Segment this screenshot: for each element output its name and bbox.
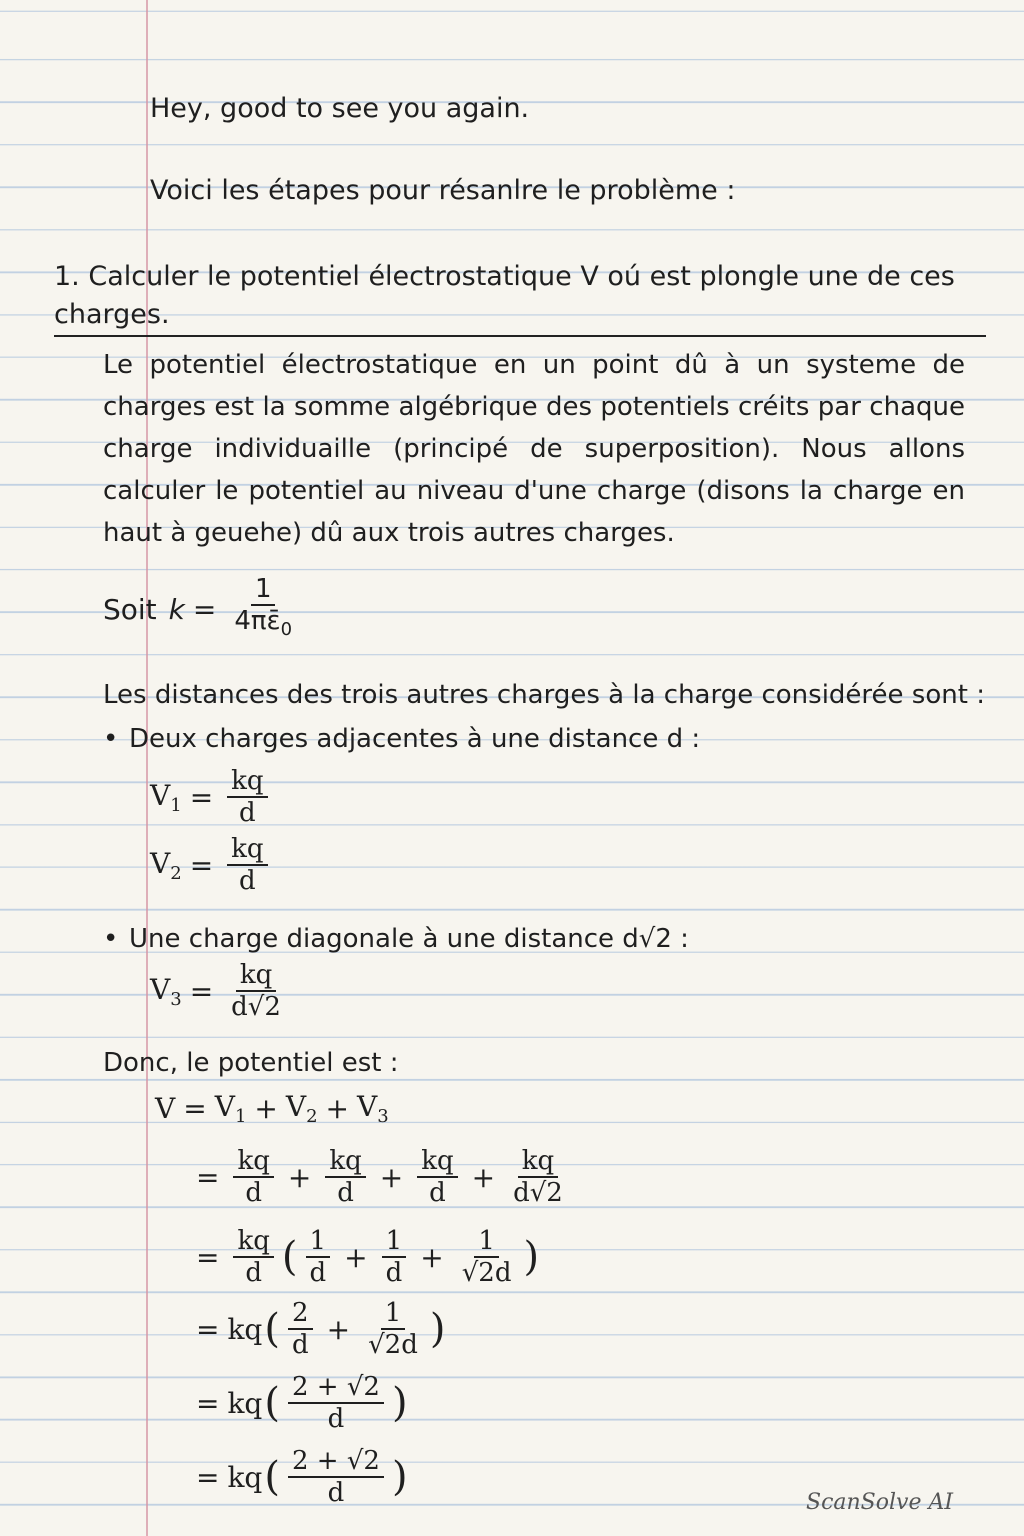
v3-equation — [150, 960, 291, 1022]
sum-line-1 — [155, 1090, 389, 1127]
fraction — [233, 1226, 273, 1288]
numerator: kq — [417, 1146, 457, 1178]
denominator: d — [245, 1178, 262, 1208]
right-paren: ) — [429, 1306, 446, 1352]
soit-k-equation — [103, 574, 302, 645]
fraction — [364, 1298, 422, 1360]
denominator: d — [291, 1330, 309, 1360]
term-v1-sub: 1 — [234, 1106, 247, 1127]
equals-sign: = — [196, 1240, 220, 1274]
intro-text: Voici les étapes pour résanlre le problème : — [150, 175, 736, 206]
equals-sign: = — [196, 1312, 220, 1346]
v2-equals: = — [189, 848, 214, 882]
plus-sign: + — [325, 1092, 350, 1125]
greeting-text: Hey, good to see you again. — [150, 93, 530, 124]
v2-fraction — [227, 834, 267, 896]
denominator: √2d — [368, 1330, 418, 1360]
sum-line-2 — [188, 1146, 573, 1208]
bullet-dot: • — [103, 724, 119, 754]
fraction — [288, 1446, 384, 1508]
sum-line-5 — [188, 1372, 410, 1434]
denominator: d√2 — [513, 1178, 563, 1208]
sum-line-3 — [188, 1226, 541, 1288]
v2-numerator: kq — [227, 834, 267, 866]
denominator: d — [245, 1258, 262, 1288]
soit-fraction — [230, 574, 296, 645]
numerator: kq — [518, 1146, 558, 1178]
term-v1 — [215, 1090, 247, 1127]
right-paren: ) — [523, 1234, 540, 1280]
section-heading: 1. Calculer le potentiel électrostatique V oú est plongle une de ces charges. — [54, 258, 986, 337]
soit-numerator: 1 — [251, 574, 276, 606]
term-v2-sub: 2 — [306, 1106, 318, 1127]
v3-numerator: kq — [236, 960, 276, 992]
v2-lhs — [150, 847, 182, 884]
fraction — [458, 1226, 516, 1288]
v1-denominator: d — [239, 798, 256, 828]
v2-symbol: V — [150, 846, 171, 880]
left-paren: ( — [264, 1380, 280, 1426]
bullet-diagonal — [103, 922, 689, 956]
v1-numerator: kq — [227, 766, 267, 798]
left-paren: ( — [281, 1234, 298, 1280]
distances-intro-text: Les distances des trois autres charges à la charge considérée sont : — [103, 680, 985, 710]
term-v3-sub: 3 — [377, 1106, 389, 1127]
plus-sign: + — [471, 1160, 496, 1194]
v3-subscript: 3 — [170, 988, 182, 1010]
v1-equals: = — [189, 780, 214, 814]
left-paren: ( — [264, 1306, 280, 1352]
v3-symbol: V — [150, 972, 171, 1006]
fraction — [305, 1226, 330, 1288]
soit-label: Soit — [103, 593, 157, 626]
term-v2-symbol: V — [285, 1090, 307, 1123]
right-paren: ) — [391, 1380, 408, 1426]
denominator: d — [385, 1258, 403, 1288]
kq-factor: kq — [227, 1460, 263, 1494]
kq-factor: kq — [227, 1312, 263, 1346]
v3-equals: = — [189, 974, 214, 1008]
soit-den-text: 4πε̄ — [234, 606, 281, 636]
equals-sign: = — [196, 1386, 220, 1420]
v3-lhs — [150, 973, 182, 1010]
bullet-dot: • — [103, 924, 119, 954]
plus-sign: + — [326, 1312, 351, 1346]
fraction — [417, 1146, 457, 1208]
numerator: 2 + √2 — [288, 1446, 384, 1478]
term-v2 — [286, 1090, 318, 1127]
fraction — [382, 1226, 407, 1288]
v1-fraction — [227, 766, 267, 828]
denominator: d — [327, 1478, 345, 1508]
watermark: ScanSolve AI — [806, 1490, 954, 1515]
v2-equation — [150, 834, 274, 896]
right-paren: ) — [391, 1454, 408, 1500]
plus-sign: + — [379, 1160, 404, 1194]
bullet-adjacent-text: Deux charges adjacentes à une distance d : — [129, 724, 701, 754]
numerator: 2 + √2 — [288, 1372, 384, 1404]
numerator: 2 — [288, 1298, 313, 1330]
donc-text: Donc, le potentiel est : — [103, 1048, 399, 1078]
bullet-adjacent — [103, 722, 700, 756]
sum-line-6 — [188, 1446, 410, 1508]
v3-denominator: d√2 — [231, 992, 281, 1022]
numerator: 1 — [382, 1226, 407, 1258]
v3-fraction — [227, 960, 285, 1022]
soit-den-subscript: 0 — [280, 619, 293, 640]
soit-lhs: k — [168, 593, 185, 626]
term-v1-symbol: V — [214, 1090, 235, 1123]
plus-sign: + — [287, 1160, 312, 1194]
v1-equation — [150, 766, 274, 828]
v1-subscript: 1 — [170, 794, 182, 816]
denominator: d — [309, 1258, 327, 1288]
v1-lhs — [150, 779, 182, 816]
fraction — [288, 1372, 384, 1434]
fraction — [233, 1146, 273, 1208]
denominator: d — [337, 1178, 354, 1208]
denominator: √2d — [461, 1258, 512, 1288]
bullet-diagonal-text: Une charge diagonale à une distance d√2 : — [129, 924, 689, 954]
soit-denominator — [230, 606, 296, 645]
term-v3 — [357, 1090, 389, 1127]
plus-sign: + — [254, 1092, 278, 1125]
equals-sign: = — [196, 1460, 220, 1494]
denominator: d — [327, 1404, 345, 1434]
fraction — [288, 1298, 313, 1360]
kq-factor: kq — [227, 1386, 263, 1420]
total-v-symbol: V — [155, 1092, 176, 1125]
fraction — [325, 1146, 365, 1208]
fraction — [509, 1146, 567, 1208]
denominator: d — [429, 1178, 446, 1208]
numerator: kq — [325, 1146, 365, 1178]
soit-equals: = — [192, 593, 217, 626]
explanation-paragraph: Le potentiel électrostatique en un point dû à un systeme de charges est la somme algébrique des potentiels créits par chaque charge individuaille (principé de superposition). Nous allons calculer le potentiel au niveau d'une charge (disons la charge en haut à geuehe) dû aux trois autres charges. — [103, 350, 965, 548]
plus-sign: + — [420, 1240, 444, 1274]
sum-line-4 — [188, 1298, 447, 1360]
numerator: kq — [233, 1146, 273, 1178]
v2-denominator: d — [239, 866, 256, 896]
numerator: 1 — [381, 1298, 406, 1330]
left-paren: ( — [264, 1454, 280, 1500]
equals-sign: = — [196, 1160, 220, 1194]
numerator: kq — [233, 1226, 273, 1258]
numerator: 1 — [306, 1226, 331, 1258]
term-v3-symbol: V — [357, 1090, 378, 1123]
v2-subscript: 2 — [170, 862, 182, 884]
equals-sign: = — [183, 1092, 207, 1125]
plus-sign: + — [344, 1240, 368, 1274]
numerator: 1 — [474, 1226, 499, 1258]
v1-symbol: V — [150, 778, 171, 812]
